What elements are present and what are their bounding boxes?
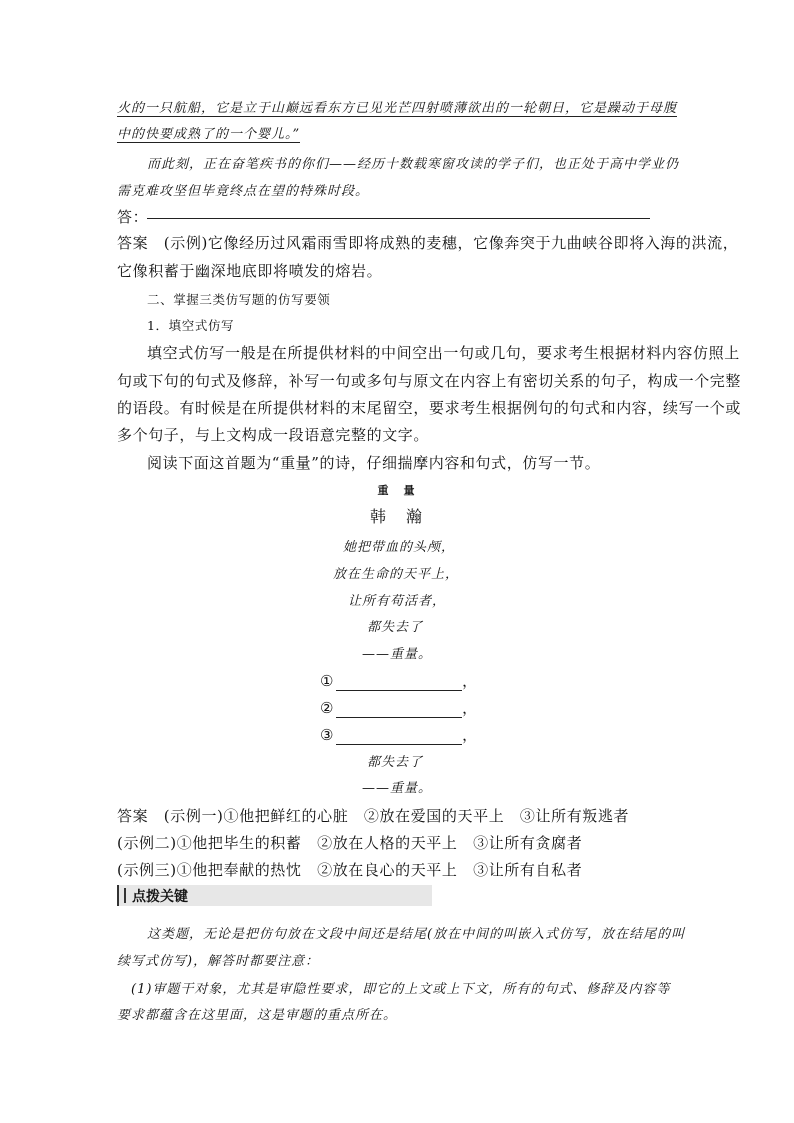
poem-line-2: 放在生命的天平上，	[333, 567, 460, 582]
answer-label: 答：	[117, 208, 149, 226]
fill-blank	[336, 701, 462, 718]
section2-title: 二、掌握三类仿写题的仿写要领	[147, 292, 331, 307]
blank-number: ①	[320, 672, 335, 690]
key-line-3: (1)审题干对象，尤其是审隐性要求，即它的上文或上下文，所有的句式、修辞及内容等	[131, 982, 671, 997]
blank-suffix: ，	[462, 726, 478, 744]
answer1-line-1: 答案 (示例)它像经历过风霜雨雪即将成熟的麦穗，它像奔突于九曲峡谷即将入海的洪流，	[117, 234, 739, 252]
poem-title: 重 量	[377, 484, 417, 497]
answer1-line-2: 它像积蓄于幽深地底即将喷发的熔岩。	[117, 262, 383, 280]
poem-end-line-2: ——重量。	[362, 781, 433, 796]
intro-line-1: 火的一只航船，它是立于山巅远看东方已见光芒四射喷薄欲出的一轮朝日，它是躁动于母腹	[117, 97, 677, 117]
poem-end-line-1: 都失去了	[367, 755, 424, 770]
poem-line-5: ——重量。	[362, 647, 433, 662]
subsection1-title: 1．填空式仿写	[147, 318, 235, 333]
bar-icon	[124, 888, 126, 903]
blank-number: ②	[320, 699, 335, 717]
poem-author: 韩 瀚	[369, 507, 424, 526]
blank-number: ③	[320, 726, 335, 744]
explain-line-4: 多个句子，与上文构成一段语意完整的文字。	[117, 426, 430, 444]
key-points-header	[117, 885, 432, 906]
poem-blank-3	[320, 724, 478, 745]
key-line-1: 这类题，无论是把仿句放在文段中间还是结尾(放在中间的叫嵌入式仿写，放在结尾的叫	[147, 927, 686, 942]
task-instruction: 阅读下面这首题为“重量”的诗，仔细揣摩内容和句式，仿写一节。	[147, 454, 601, 472]
blank-suffix: ，	[462, 672, 478, 690]
answer2-line-2: (示例二)①他把毕生的积蓄 ②放在人格的天平上 ③让所有贪腐者	[117, 834, 583, 852]
poem-blank-2	[320, 697, 478, 718]
prompt-line-1: 而此刻，正在奋笔疾书的你们——经历十数载寒窗攻读的学子们，也正处于高中学业仍	[147, 157, 680, 172]
explain-line-2: 句或下句的句式及修辞，补写一句或多句与原文在内容上有密切关系的句子，构成一个完整	[117, 372, 742, 390]
fill-blank	[336, 674, 462, 691]
intro-line-2: 中的快要成熟了的一个婴儿。”	[117, 123, 300, 143]
answer2-line-1: 答案 (示例一)①他把鲜红的心脏 ②放在爱国的天平上 ③让所有叛逃者	[117, 807, 630, 825]
answer2-line-3: (示例三)①他把奉献的热忱 ②放在良心的天平上 ③让所有自私者	[117, 861, 583, 879]
explain-line-3: 的语段。有时候是在所提供材料的末尾留空，要求考生根据例句的句式和内容，续写一个或	[117, 399, 742, 417]
poem-line-3: 让所有苟活者，	[348, 594, 447, 609]
key-points-title: 点拨关键	[132, 889, 188, 905]
poem-blank-1	[320, 670, 478, 691]
key-line-2: 续写式仿写)，解答时都要注意：	[117, 954, 320, 969]
poem-line-4: 都失去了	[367, 620, 424, 635]
key-line-4: 要求都蕴含在这里面，这是审题的重点所在。	[117, 1008, 398, 1023]
poem-line-1: 她把带血的头颅，	[343, 540, 456, 555]
prompt-line-2: 需克难攻坚但毕竟终点在望的特殊时段。	[117, 184, 370, 199]
answer-blank-line	[147, 218, 650, 219]
explain-line-1: 填空式仿写一般是在所提供材料的中间空出一句或几句，要求考生根据材料内容仿照上	[147, 344, 740, 362]
fill-blank	[336, 728, 462, 745]
blank-suffix: ，	[462, 699, 478, 717]
